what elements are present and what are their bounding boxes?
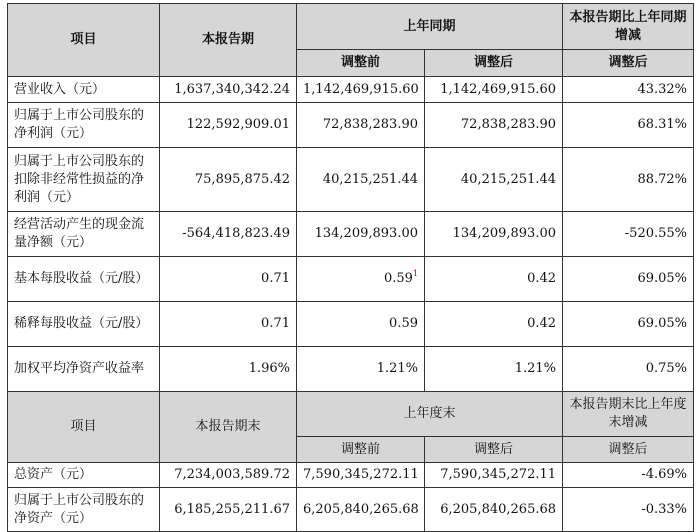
- cell-current: 75,895,875.42: [160, 148, 297, 212]
- cell-after: 7,590,345,272.11: [425, 463, 563, 488]
- header-after-adjust: 调整后: [425, 437, 563, 463]
- table-row: [8, 488, 694, 532]
- header-period-end: 本报告期末: [160, 392, 297, 463]
- cell-after: 134,209,893.00: [425, 212, 563, 257]
- table-row: [8, 347, 694, 392]
- cell-after: 0.42: [425, 257, 563, 302]
- cell-change: 0.75%: [563, 347, 694, 392]
- footnote-marker: 1: [412, 269, 418, 278]
- cell-current: 0.71: [160, 257, 297, 302]
- table-row: [8, 77, 694, 103]
- cell-before: 1,142,469,915.60: [297, 77, 425, 103]
- cell-current: 7,234,003,589.72: [160, 463, 297, 488]
- cell-before: 72,838,283.90: [297, 103, 425, 148]
- row-label: 加权平均净资产收益率: [8, 347, 160, 392]
- cell-before: 7,590,345,272.11: [297, 463, 425, 488]
- cell-change: -520.55%: [563, 212, 694, 257]
- cell-current: 122,592,909.01: [160, 103, 297, 148]
- cell-current: 0.71: [160, 302, 297, 347]
- row-label: 营业收入（元）: [8, 77, 160, 103]
- header-change: 本报告期比上年同期增减: [563, 4, 694, 50]
- row-label: 归属于上市公司股东的净利润（元）: [8, 103, 160, 148]
- cell-current: -564,418,823.49: [160, 212, 297, 257]
- cell-after: 6,205,840,265.68: [425, 488, 563, 532]
- cell-after: 72,838,283.90: [425, 103, 563, 148]
- cell-current: 6,185,255,211.67: [160, 488, 297, 532]
- financial-data-table: [7, 3, 694, 532]
- table-row: [8, 257, 694, 302]
- cell-before: 40,215,251.44: [297, 148, 425, 212]
- cell-after: 40,215,251.44: [425, 148, 563, 212]
- cell-change: -4.69%: [563, 463, 694, 488]
- row-label: 稀释每股收益（元/股）: [8, 302, 160, 347]
- table-header-row: [8, 4, 694, 50]
- header-before-adjust: 调整前: [297, 50, 425, 77]
- cell-after: 1.21%: [425, 347, 563, 392]
- header-after-adjust: 调整后: [425, 50, 563, 77]
- cell-change: 69.05%: [563, 302, 694, 347]
- header-prior-period: 上年同期: [297, 4, 563, 50]
- cell-before-value: 0.59: [383, 271, 413, 286]
- table-row: [8, 212, 694, 257]
- table-header-row: [8, 392, 694, 437]
- table-row: [8, 148, 694, 212]
- row-label: 归属于上市公司股东的扣除非经常性损益的净利润（元）: [8, 148, 160, 212]
- cell-change: 43.32%: [563, 77, 694, 103]
- cell-before: [297, 257, 425, 302]
- header-change-after-adjust: 调整后: [563, 50, 694, 77]
- row-label: 总资产（元）: [8, 463, 160, 488]
- header-change-after-adjust: 调整后: [563, 437, 694, 463]
- header-before-adjust: 调整前: [297, 437, 425, 463]
- header-prior-year-end: 上年度末: [297, 392, 563, 437]
- cell-before: 0.59: [297, 302, 425, 347]
- table-row: [8, 103, 694, 148]
- cell-after: 1,142,469,915.60: [425, 77, 563, 103]
- row-label: 基本每股收益（元/股）: [8, 257, 160, 302]
- header-item: 项目: [8, 392, 160, 463]
- cell-before: 6,205,840,265.68: [297, 488, 425, 532]
- cell-before: 134,209,893.00: [297, 212, 425, 257]
- cell-change: -0.33%: [563, 488, 694, 532]
- row-label: 归属于上市公司股东的净资产（元）: [8, 488, 160, 532]
- table-row: [8, 463, 694, 488]
- header-item: 项目: [8, 4, 160, 77]
- cell-current: 1,637,340,342.24: [160, 77, 297, 103]
- header-current-period: 本报告期: [160, 4, 297, 77]
- cell-change: 88.72%: [563, 148, 694, 212]
- table-row: [8, 302, 694, 347]
- cell-change: 69.05%: [563, 257, 694, 302]
- cell-change: 68.31%: [563, 103, 694, 148]
- cell-before: 1.21%: [297, 347, 425, 392]
- header-change: 本报告期末比上年度末增减: [563, 392, 694, 437]
- cell-current: 1.96%: [160, 347, 297, 392]
- row-label: 经营活动产生的现金流量净额（元）: [8, 212, 160, 257]
- cell-after: 0.42: [425, 302, 563, 347]
